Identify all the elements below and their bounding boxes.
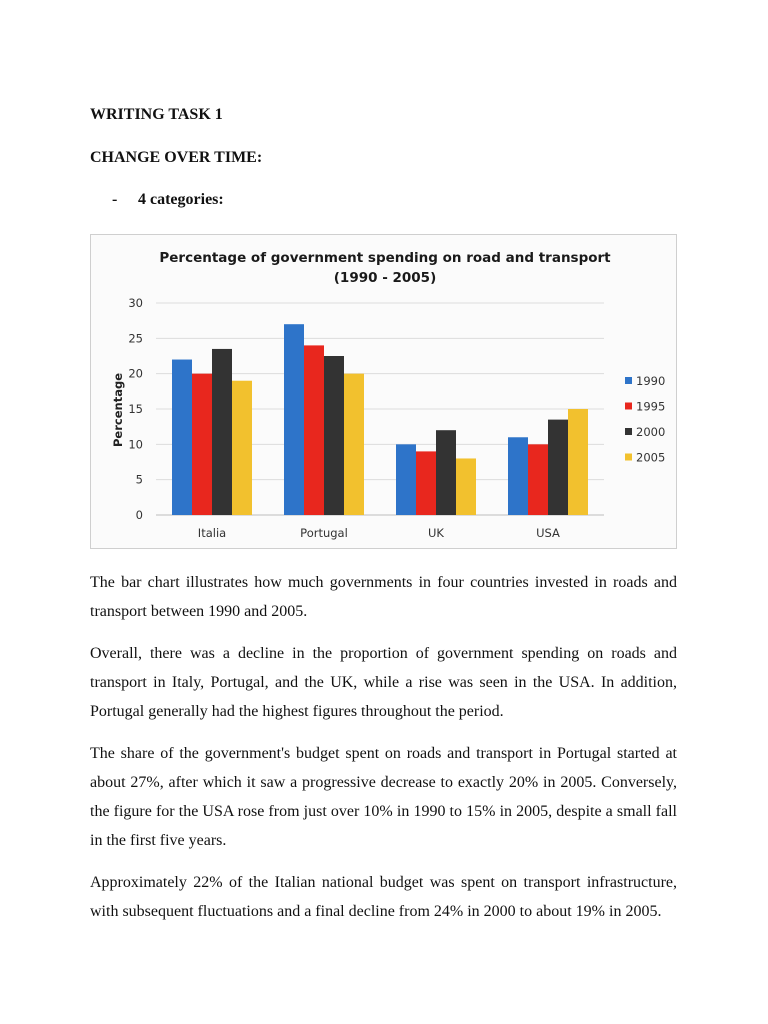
x-tick-label: USA	[536, 526, 560, 540]
legend-swatch	[625, 377, 632, 384]
x-tick-label: Portugal	[300, 526, 348, 540]
y-tick-label: 5	[135, 472, 143, 487]
bar	[508, 437, 528, 515]
bar	[284, 324, 304, 515]
y-tick-label: 15	[128, 402, 143, 416]
x-tick-label: UK	[428, 526, 444, 540]
bar	[304, 345, 324, 515]
legend-swatch	[625, 403, 632, 410]
x-tick-label: Italia	[197, 526, 227, 540]
bullet-item	[112, 191, 224, 209]
bar	[192, 374, 212, 515]
bar	[568, 409, 588, 515]
legend-label: 1995	[636, 399, 666, 414]
legend-label: 2005	[636, 450, 666, 465]
bullet-dash: -	[112, 191, 118, 208]
chart-svg	[91, 235, 676, 548]
type-heading: CHANGE OVER TIME:	[90, 149, 263, 166]
y-tick-label: 0	[135, 508, 143, 522]
bar	[212, 349, 232, 515]
paragraph-detail-2: Approximately 22% of the Italian national budget was spent on transport infrastructure, with subsequent fluctuations and a final decline from 24% in 2000 to about 19% in 2005.	[90, 874, 677, 920]
bar	[396, 444, 416, 515]
paragraph-overview: Overall, there was a decline in the proportion of government spending on roads and transport in Italy, Portugal, and the UK, while a rise was seen in the USA. In addition, Portugal generally had the highest figures throughout the period.	[90, 645, 677, 720]
bar	[172, 360, 192, 515]
bar	[416, 451, 436, 515]
bar	[436, 430, 456, 515]
task-heading: WRITING TASK 1	[90, 106, 223, 123]
chart-title-line1: Percentage of government spending on road and transport	[159, 250, 611, 266]
bar	[456, 458, 476, 515]
legend-label: 2000	[636, 425, 666, 439]
bar	[232, 381, 252, 515]
bar	[344, 374, 364, 515]
legend-swatch	[625, 454, 632, 461]
chart-legend	[625, 374, 665, 465]
bar	[548, 420, 568, 515]
y-axis-label: Percentage	[111, 373, 125, 447]
y-tick-label: 25	[128, 331, 143, 346]
legend-swatch	[625, 428, 632, 435]
bar	[324, 356, 344, 515]
plot-area	[128, 296, 604, 540]
paragraph-detail-1: The share of the government's budget spent on roads and transport in Portugal started at about 27%, after which it saw a progressive decrease to exactly 20% in 2005. Conversely, the figure for the USA rose from just over 10% in 1990 to 15% in 2005, despite a small fall in the first five years.	[90, 745, 677, 849]
paragraph-intro: The bar chart illustrates how much governments in four countries invested in roads and transport between 1990 and 2005.	[90, 574, 677, 620]
bar	[528, 444, 548, 515]
bullet-text: 4 categories:	[138, 191, 224, 208]
chart-title-line2: (1990 - 2005)	[333, 270, 437, 286]
legend-label: 1990	[636, 374, 666, 388]
y-tick-label: 10	[128, 437, 143, 452]
bar-chart	[90, 234, 677, 549]
y-tick-label: 20	[128, 366, 143, 381]
y-tick-label: 30	[128, 296, 143, 310]
